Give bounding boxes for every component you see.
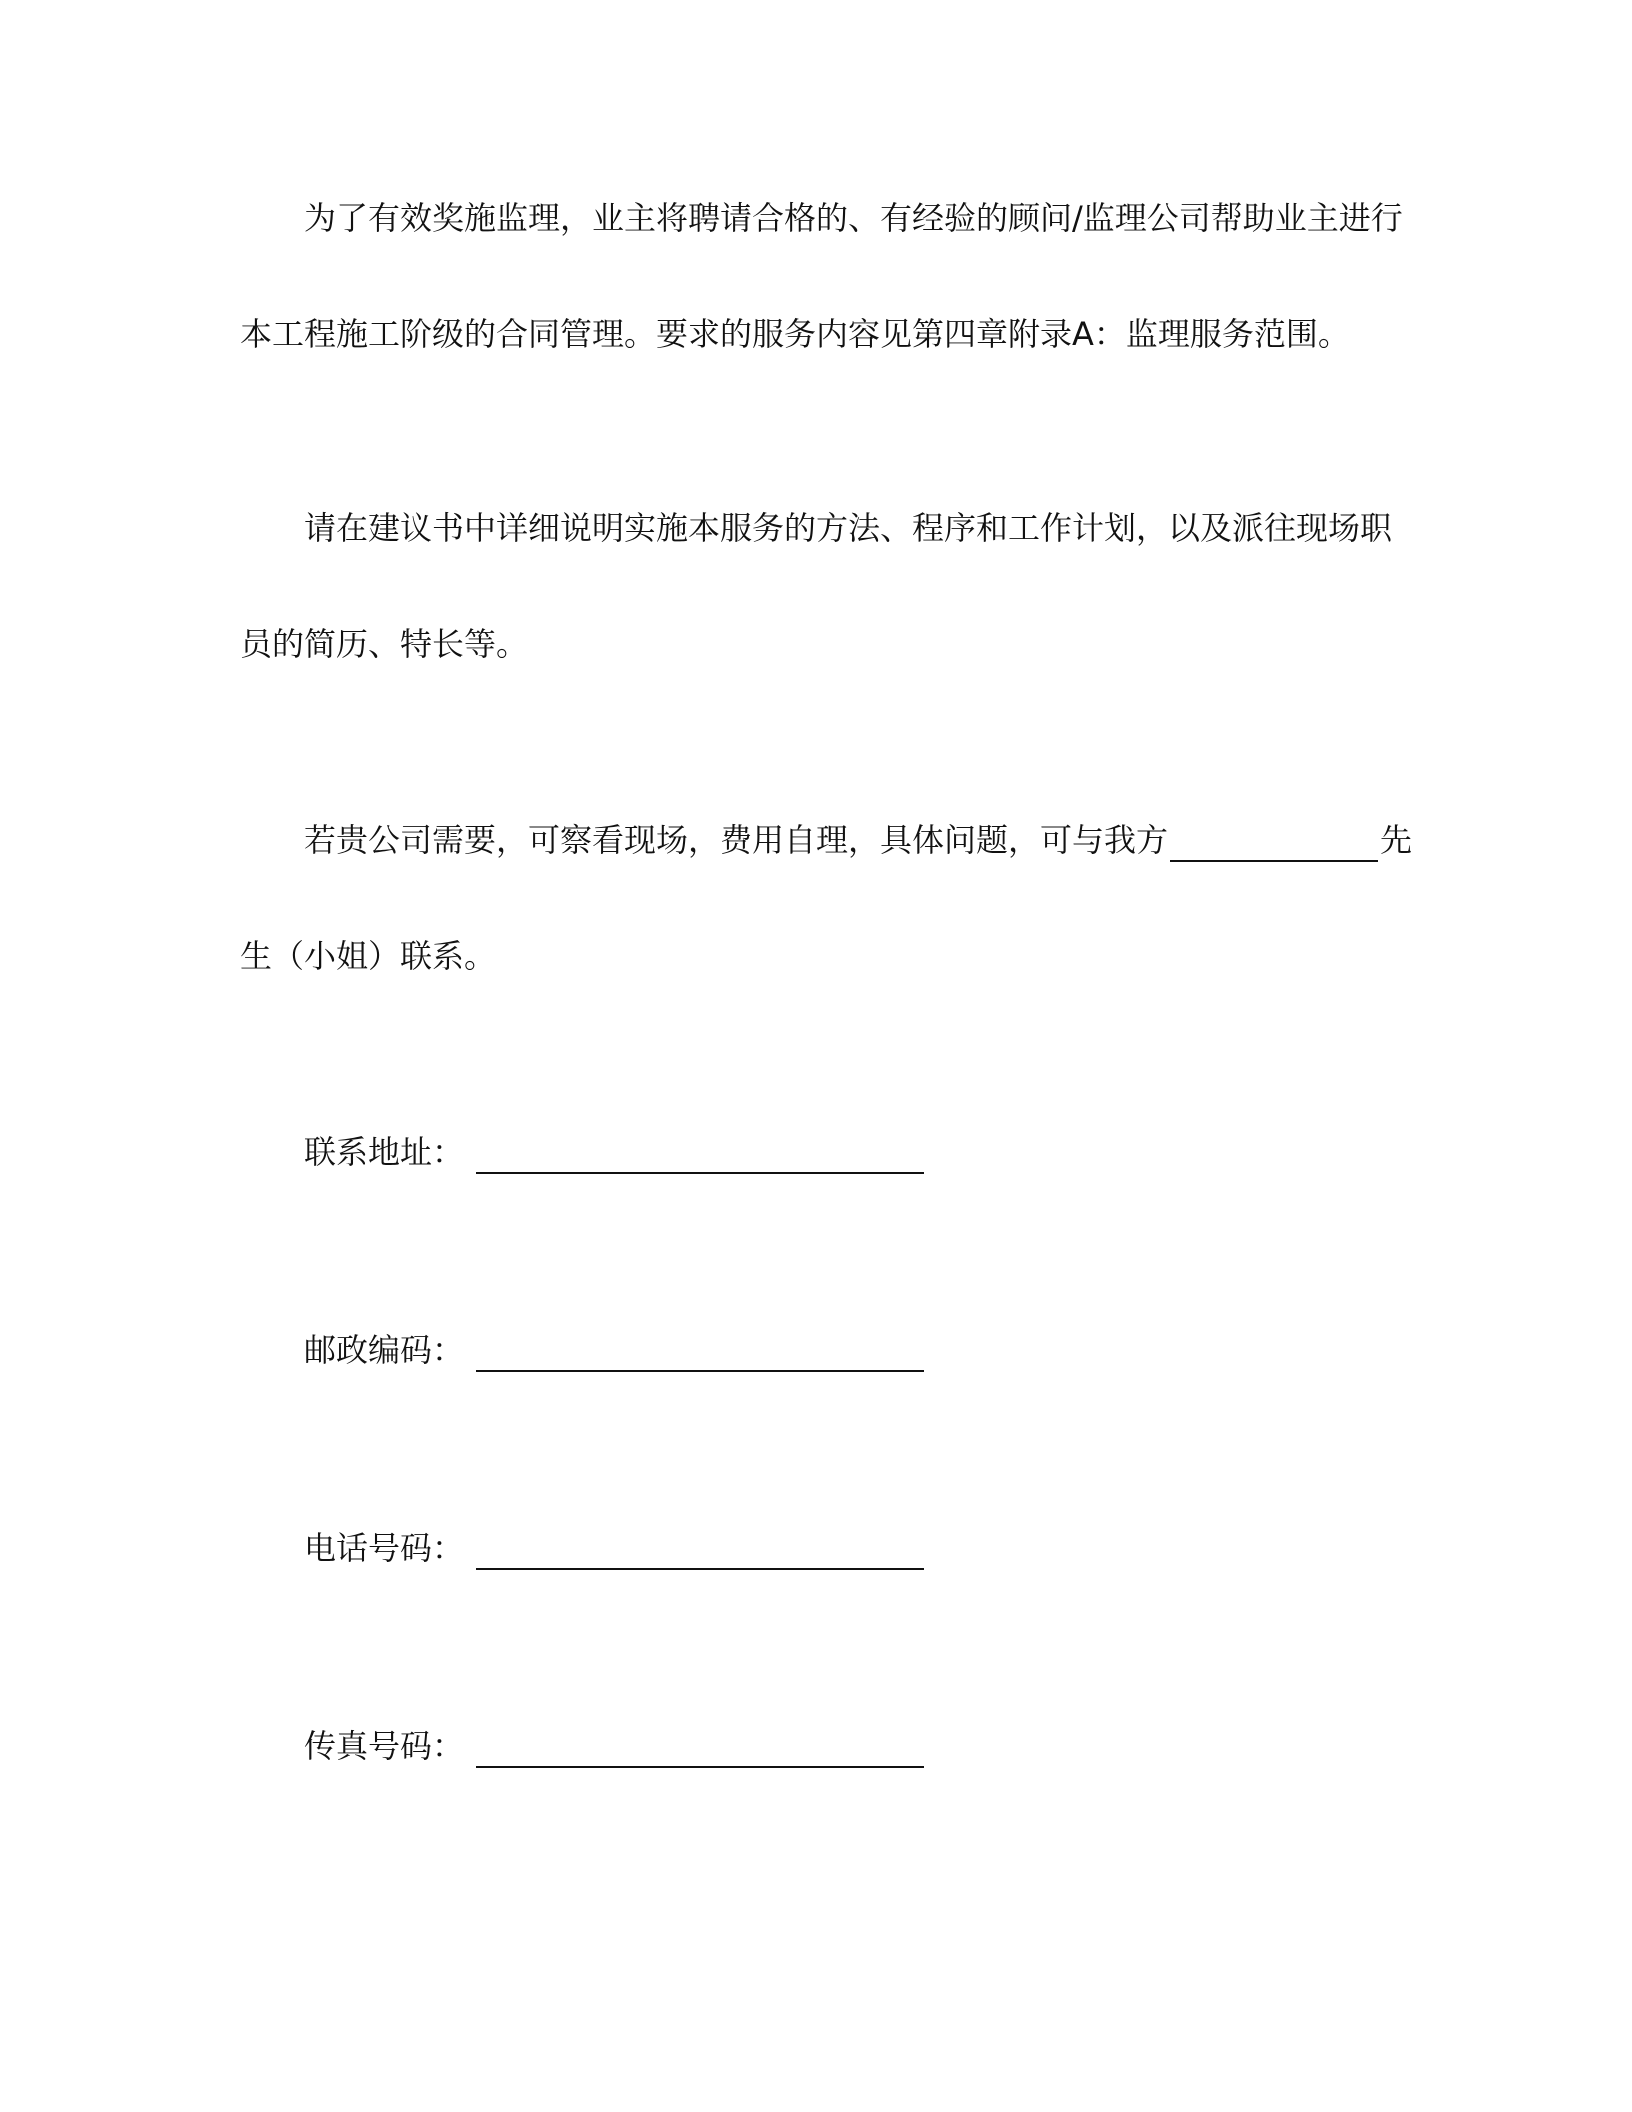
paragraph-2-line-1: 请在建议书中详细说明实施本服务的方法、程序和工作计划，以及派往现场职 <box>304 509 1393 547</box>
postcode-blank[interactable] <box>476 1334 924 1372</box>
paragraph-3-text-after-blank: 先 <box>1380 821 1413 859</box>
paragraph-1-line-2: 本工程施工阶级的合同管理。要求的服务内容见第四章附录A：监理服务范围。 <box>240 315 1350 353</box>
address-field-row <box>304 1130 924 1174</box>
fax-blank[interactable] <box>476 1730 924 1768</box>
postcode-label: 邮政编码： <box>304 1331 465 1369</box>
fax-label: 传真号码： <box>304 1727 465 1765</box>
contact-person-blank[interactable] <box>1170 826 1378 862</box>
address-label: 联系地址： <box>304 1133 465 1171</box>
paragraph-3-line-2: 生（小姐）联系。 <box>240 937 497 975</box>
phone-blank[interactable] <box>476 1532 924 1570</box>
fax-field-row <box>304 1724 924 1768</box>
paragraph-3-line-1 <box>304 818 1413 862</box>
address-blank[interactable] <box>476 1136 924 1174</box>
phone-label: 电话号码： <box>304 1529 465 1567</box>
paragraph-3-text-before-blank: 若贵公司需要，可察看现场，费用自理，具体问题，可与我方 <box>304 821 1169 859</box>
postcode-field-row <box>304 1328 924 1372</box>
paragraph-2-line-2: 员的简历、特长等。 <box>240 625 529 663</box>
paragraph-1-line-1: 为了有效奖施监理，业主将聘请合格的、有经验的顾问/监理公司帮助业主进行 <box>304 199 1403 237</box>
phone-field-row <box>304 1526 924 1570</box>
